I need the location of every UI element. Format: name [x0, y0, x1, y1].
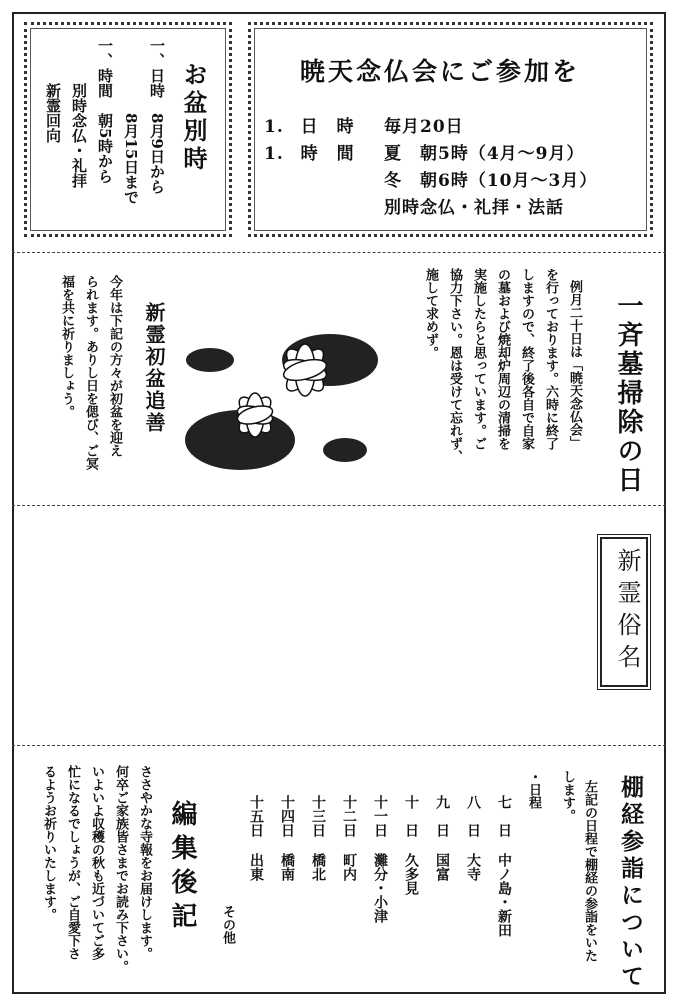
- gyoten-row-num: 1.: [264, 117, 284, 137]
- schedule-other: その他: [220, 905, 235, 944]
- henshu-line: 忙になるでしょうが、ご自愛下さ: [65, 765, 80, 960]
- ohaka-line: を行っております。六時に終了: [543, 268, 558, 450]
- schedule-place: 橋南: [279, 853, 295, 881]
- obon-line: 一、時間 朝5時から: [96, 38, 114, 184]
- schedule-place: 中ノ島・新田: [496, 853, 512, 937]
- henshu-lines: [30, 765, 156, 990]
- schedule-place: 灘分・小津: [372, 853, 388, 923]
- shinrei-line: 福を共に祈りましょう。: [59, 275, 74, 418]
- obon-line: 新霊回向: [44, 38, 62, 143]
- ohaka-line: 協力下さい。恩は受けて忘れず、: [447, 268, 462, 463]
- schedule-place: 大寺: [465, 853, 481, 881]
- ohaka-line: 施して求めず。: [423, 268, 438, 359]
- tanagyo-intro-line: 左記の日程で棚経の参詣をいた: [582, 780, 597, 962]
- gyoten-row-label: 時 間: [300, 144, 355, 164]
- shinrei-lines: [36, 275, 126, 495]
- gyoten-row-winter: 冬 朝6時（10月～3月）: [384, 171, 598, 191]
- henshu-title: 編集後記: [167, 800, 197, 936]
- lotus-flower: [234, 392, 276, 437]
- schedule-item: [494, 795, 514, 937]
- schedule-item: [277, 795, 297, 881]
- schedule-day: 十二日: [341, 795, 357, 837]
- schedule-item: [246, 795, 266, 881]
- schedule-day: 十 日: [403, 795, 419, 837]
- gyoten-row-date: [264, 112, 464, 137]
- tanagyo-intro: [552, 770, 600, 990]
- schedule-item: [308, 795, 328, 881]
- shinrei-title: 新霊初盆追善: [142, 302, 166, 434]
- zokumyo-title: 新霊俗名: [613, 548, 641, 676]
- henshu-line: るようお祈りいたします。: [41, 765, 56, 921]
- shinrei-line: 今年は下記の方々が初盆を迎え: [107, 275, 122, 457]
- schedule-day: 九 日: [434, 795, 450, 837]
- schedule-item: [463, 795, 483, 881]
- ohaka-lines: [416, 268, 586, 493]
- schedule-place: 久多見: [403, 853, 419, 895]
- gyoten-row-time: [264, 139, 585, 164]
- shinrei-line: られます。ありし日を偲び、ご冥: [83, 275, 98, 470]
- obon-lines: [40, 38, 170, 228]
- schedule-place: 町内: [341, 853, 357, 881]
- gyoten-row-label: 日 時: [300, 117, 355, 137]
- schedule-place: 出東: [248, 853, 264, 881]
- schedule-day: 十一日: [372, 795, 388, 837]
- henshu-line: 何卒ご家族皆さまでお読み下さい。: [113, 765, 128, 973]
- henshu-line: いよいよ収穫の秋も近づいてご多: [89, 765, 104, 960]
- divider-bottom: [12, 745, 666, 746]
- gyoten-row-value: 夏 朝5時（4月～9月）: [384, 144, 585, 164]
- obon-line: 一、日時 8月9日から: [148, 38, 166, 194]
- ohaka-line: 実施したらと思っています。ご: [471, 268, 486, 450]
- lotus-leaf: [186, 348, 234, 372]
- henshu-line: ささやかな寺報をお届けします。: [137, 765, 152, 960]
- schedule-item: [432, 795, 452, 881]
- gyoten-title: 暁天念仏会にご参加を: [300, 57, 581, 86]
- ohaka-line: の墓および焼却炉周辺の清掃を: [495, 268, 510, 450]
- lotus-leaf: [323, 438, 367, 462]
- schedule-day: 八 日: [465, 795, 481, 837]
- tanagyo-title: 棚経参詣について: [617, 775, 643, 991]
- obon-title: お盆別時: [179, 62, 208, 174]
- gyoten-row-value: 毎月20日: [384, 117, 464, 137]
- obon-line: 8月15日まで: [122, 38, 140, 205]
- schedule-item: [370, 795, 390, 923]
- ohaka-title: 一斉墓掃除の日: [613, 292, 643, 495]
- ohaka-line: しますので、終了後各自で自家: [519, 268, 534, 450]
- schedule-place: 国富: [434, 853, 450, 881]
- gyoten-row-extra: 別時念仏・礼拝・法話: [384, 198, 564, 218]
- obon-line: 別時念仏・礼拝: [70, 38, 88, 188]
- schedule-place: 橋北: [310, 853, 326, 881]
- lotus-flower: [281, 344, 330, 397]
- schedule-day: 十五日: [248, 795, 264, 837]
- schedule-item: [401, 795, 421, 895]
- schedule-item: [339, 795, 359, 881]
- ohaka-line: 例月二十日は「暁天念仏会」: [567, 280, 582, 449]
- lotus-illustration: [180, 300, 395, 485]
- gyoten-row-num: 1.: [264, 144, 284, 164]
- divider-middle: [12, 505, 666, 506]
- tanagyo-schedule-label: ・日程: [526, 770, 541, 809]
- divider-top: [12, 252, 666, 253]
- schedule-day: 十四日: [279, 795, 295, 837]
- tanagyo-intro-line: します。: [560, 770, 575, 822]
- schedule-day: 七 日: [496, 795, 512, 837]
- schedule-day: 十三日: [310, 795, 326, 837]
